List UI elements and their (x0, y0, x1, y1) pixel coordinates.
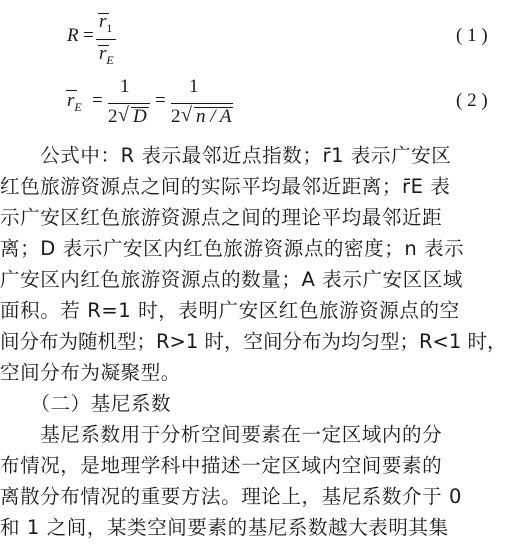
text-line: 面积。若 R=1 时，表明广安区红色旅游资源点的空 (0, 299, 460, 322)
eq1-lhs: R (67, 25, 79, 46)
eq2-frac1-numerator: 1 (120, 76, 130, 97)
text-line: 布情况，是地理学科中描述一定区域内空间要素的 (0, 454, 443, 477)
sqrt-icon: √ (181, 104, 192, 126)
eq2-lhs: $r_E$ (67, 90, 82, 114)
sqrt-icon: √ (118, 104, 129, 126)
eq2-frac1-line (108, 103, 150, 104)
eq2-frac2-numerator: 1 (189, 76, 199, 97)
eq1-number: ( 1 ) (456, 25, 488, 46)
eq2-frac1-radicand: D (133, 106, 147, 127)
eq1-equals: = (83, 25, 94, 46)
body-text (0, 140, 531, 543)
section-heading: （二）基尼系数 (0, 392, 172, 415)
eq1-denominator: $r_E$ (99, 43, 114, 67)
equation-2 (0, 76, 531, 132)
text-line: 广安区内红色旅游资源点的数量；A 表示广安区区域 (0, 268, 463, 291)
equation-1 (0, 6, 531, 72)
paragraph (0, 140, 531, 543)
text-line: 空间分布为凝聚型。 (0, 361, 181, 384)
text-line: 示广安区红色旅游资源点之间的理论平均最邻近距 (0, 206, 443, 229)
eq2-equals-1: = (92, 90, 103, 111)
text-line: 基尼系数用于分析空间要素在一定区域内的分 (0, 423, 443, 446)
eq2-frac2-radicand: n / A (196, 106, 232, 127)
eq1-numerator: $r_1$ (99, 11, 113, 35)
eq2-frac1-den-coef: 2 (108, 106, 118, 127)
text-line: 离；D 表示广安区内红色旅游资源点的密度；n 表示 (0, 237, 465, 260)
eq2-equals-2: = (155, 90, 166, 111)
eq2-frac2-den-coef: 2 (171, 106, 181, 127)
text-line: 红色旅游资源点之间的实际平均最邻近距离；r̄E 表 (0, 175, 451, 198)
text-line: 间分布为随机型；R>1 时，空间分布为均匀型；R<1 时， (0, 330, 507, 353)
eq1-fraction-line (96, 39, 116, 40)
text-line: 和 1 之间，某类空间要素的基尼系数越大表明其集 (0, 516, 449, 539)
text-line: 离散分布情况的重要方法。理论上，基尼系数介于 0 (0, 485, 463, 508)
text-line: 公式中：R 表示最邻近点指数；r̄1 表示广安区 (0, 144, 452, 167)
eq2-number: ( 2 ) (456, 90, 488, 111)
